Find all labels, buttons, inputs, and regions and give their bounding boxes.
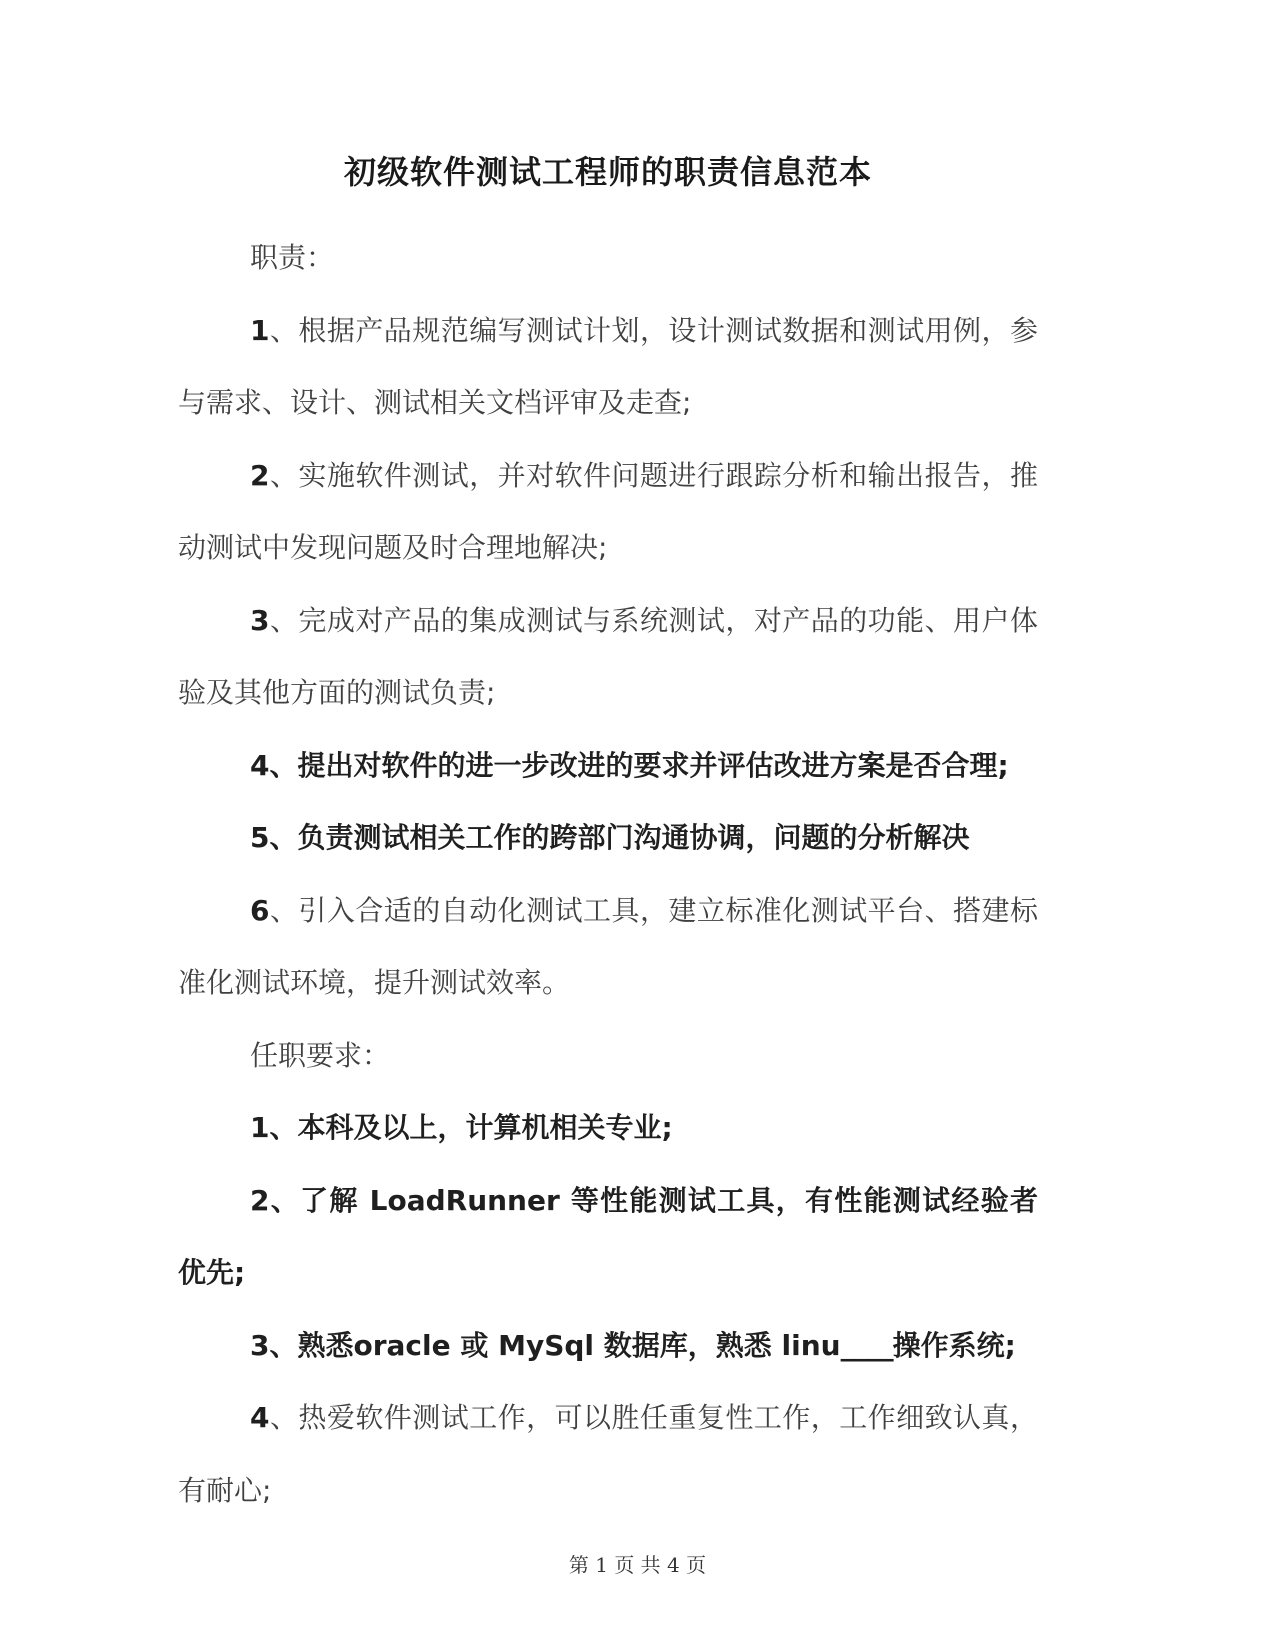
document-title: 初级软件测试工程师的职责信息范本	[343, 153, 872, 191]
text-run: 任职要求：	[250, 1038, 391, 1072]
paragraph	[178, 585, 1038, 730]
text-run: 5、负责测试相关工作的跨部门沟通协调，问题的分析解决	[250, 821, 970, 854]
paragraph	[178, 1310, 1038, 1383]
text-run: 操作系统;	[892, 1328, 1016, 1362]
text-run: 3	[250, 603, 270, 637]
text-run: 1、本科及以上，计算机相关专业;	[250, 1111, 673, 1144]
paragraph	[178, 875, 1038, 1020]
paragraph	[178, 222, 1038, 295]
text-run: 、完成对产品的集成测试与系统测试，对产品的功能、用户体验及其他方面的测试负责;	[178, 603, 1038, 709]
text-run: 2、了解 LoadRunner 等性能测试工具，有性能测试经验者优先;	[178, 1183, 1038, 1289]
text-run: 、引入合适的自动化测试工具，建立标准化测试平台、搭建标准化测试环境，提升测试效率。	[178, 893, 1038, 999]
paragraph	[178, 730, 1038, 803]
page-footer: 第 1 页 共 4 页	[568, 1553, 707, 1577]
text-run: 4	[250, 1401, 270, 1434]
paragraph	[178, 1020, 1038, 1093]
paragraph	[178, 1092, 1038, 1165]
text-run: 4、提出对软件的进一步改进的要求并评估改进方案是否合理;	[250, 748, 1009, 782]
text-run: 职责：	[250, 241, 335, 274]
paragraph	[178, 440, 1038, 585]
paragraph	[178, 802, 1038, 875]
text-run: 、实施软件测试，并对软件问题进行跟踪分析和输出报告，推动测试中发现问题及时合理地解决;	[178, 458, 1038, 564]
text-run: 6	[250, 893, 270, 927]
paragraph	[178, 1382, 1038, 1527]
text-run: 1	[250, 313, 270, 347]
text-run: 、根据产品规范编写测试计划，设计测试数据和测试用例，参与需求、设计、测试相关文档评审及走查;	[178, 313, 1038, 419]
paragraph	[178, 1165, 1038, 1310]
fill-in-blank: ____	[840, 1328, 893, 1362]
document-body	[178, 222, 1038, 1527]
text-run: 、热爱软件测试工作，可以胜任重复性工作，工作细致认真，有耐心;	[178, 1401, 1038, 1507]
text-run: 2	[250, 458, 270, 492]
paragraph	[178, 295, 1038, 440]
text-run: 3、熟悉oracle 或 MySql 数据库，熟悉 linu	[250, 1328, 841, 1362]
